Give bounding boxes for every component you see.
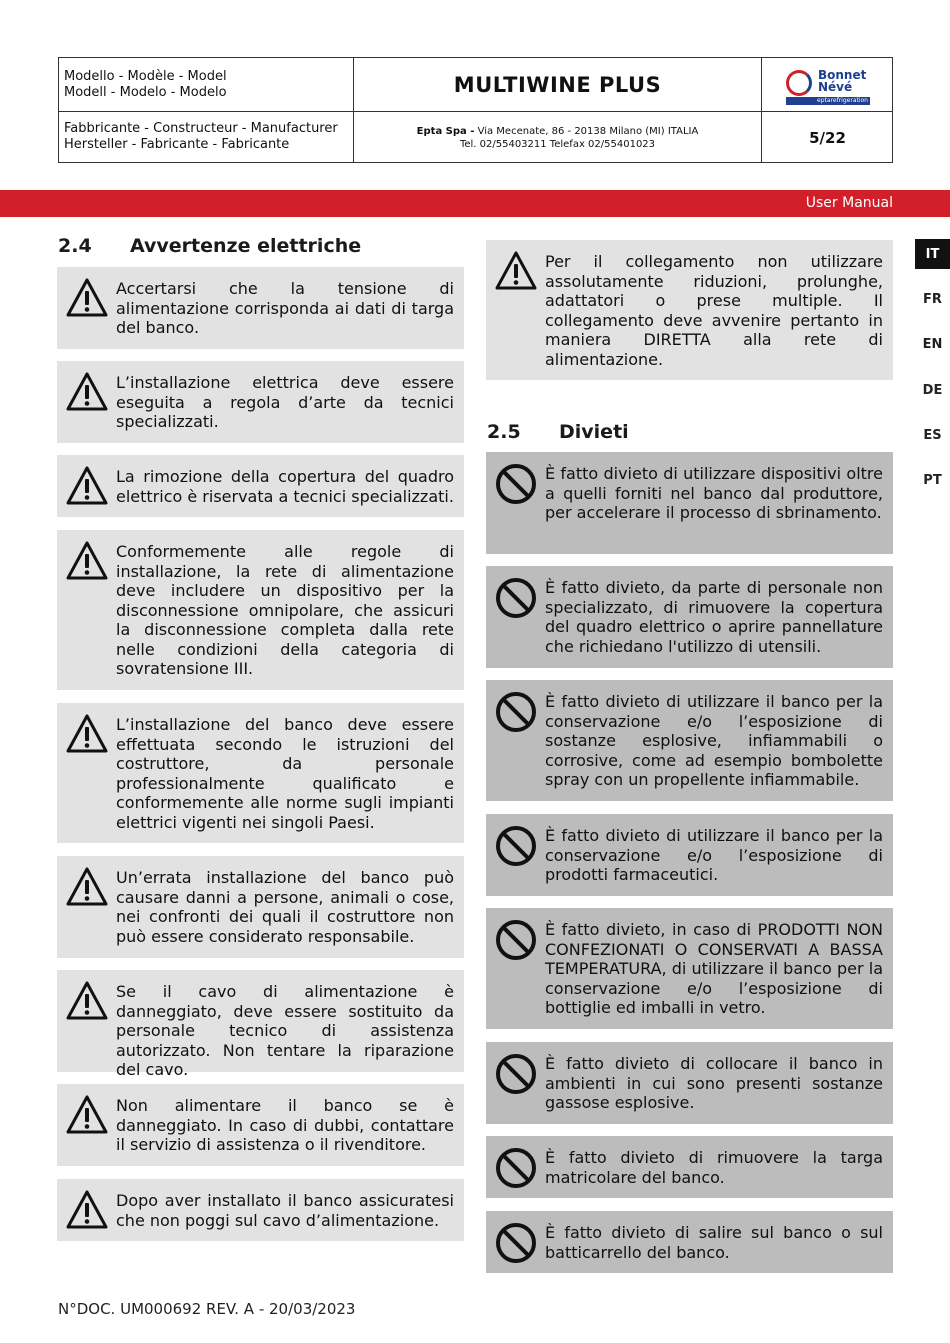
warning-triangle-icon [66,371,108,413]
warning-box: Non alimentare il banco se è danneggiato. In caso di dubbi, contattare il servizio di assistenza o il rivenditore. [57,1084,464,1166]
document-header [58,57,893,163]
page-number: 5/22 [809,128,846,147]
model-label: Modello - Modèle - Model Modell - Modelo - Modelo [59,58,354,112]
brand-logo: Bonnet Névé eptarefrigeration [762,58,893,112]
warning-box: Se il cavo di alimentazione è danneggiato, deve essere sostituito da personale tecnico di assistenza autorizzato. Non tentare la riparazione del cavo. [57,970,464,1072]
product-title: MULTIWINE PLUS [354,58,762,112]
lang-tab-es[interactable]: ES [923,427,942,443]
prohibition-box: È fatto divieto, in caso di PRODOTTI NON CONFEZIONATI O CONSERVATI A BASSA TEMPERATURA, di utilizzare il banco per la conservazione e/o l’esposizione di bottiglie ed imballi in vetro. [486,908,893,1029]
prohibition-box: È fatto divieto di collocare il banco in ambienti in cui sono presenti sostanze gassose esplosive. [486,1042,893,1124]
logo-ring-icon [786,70,812,96]
prohibition-icon [495,691,537,733]
band-label: User Manual [805,195,893,211]
warning-box: La rimozione della copertura del quadro elettrico è riservata a tecnici specializzati. [57,455,464,517]
lang-tab-de[interactable]: DE [922,382,943,398]
warning-box: Dopo aver installato il banco assicuratesi che non poggi sul cavo d’alimentazione. [57,1179,464,1241]
prohibition-icon [495,1222,537,1264]
prohibition-icon [495,1053,537,1095]
warning-box: L’installazione elettrica deve essere eseguita a regola d’arte da tecnici specializzati. [57,361,464,443]
warning-box: L’installazione del banco deve essere effettuata secondo le istruzioni del costruttore, da personale professionalmente qualificato e conformemente alle norme sugli impianti elettrici vigenti nei singoli Paesi. [57,703,464,843]
manufacturer-address: Epta Spa - Via Mecenate, 86 - 20138 Milano (MI) ITALIA Tel. 02/55403211 Telefax 02/55401023 [354,112,762,163]
prohibition-icon [495,577,537,619]
warning-box: Un’errata installazione del banco può causare danni a persone, animali o cose, nei confronti dei quali il costruttore non può essere considerato responsabile. [57,856,464,958]
warning-triangle-icon [495,250,537,292]
warning-triangle-icon [66,1189,108,1231]
warning-box: Accertarsi che la tensione di alimentazione corrisponda ai dati di targa del banco. [57,267,464,349]
warning-triangle-icon [66,713,108,755]
warning-triangle-icon [66,1094,108,1136]
warning-triangle-icon [66,540,108,582]
prohibition-icon [495,1147,537,1189]
lang-tab-fr[interactable]: FR [923,291,942,307]
prohibition-icon [495,463,537,505]
prohibition-box: È fatto divieto di salire sul banco o sul batticarrello del banco. [486,1211,893,1273]
section-title-2-5: 2.5 Divieti [487,421,629,443]
warning-triangle-icon [66,465,108,507]
manufacturer-label: Fabbricante - Constructeur - Manufacturer Hersteller - Fabricante - Fabricante [59,112,354,163]
warning-triangle-icon [66,980,108,1022]
warning-triangle-icon [66,866,108,908]
warning-box: Per il collegamento non utilizzare assolutamente riduzioni, prolunghe, adattatori o prese multiple. Il collegamento deve avvenire pertanto in maniera DIRETTA alla rete di alimentazione. [486,240,893,380]
section-title-2-4: 2.4 Avvertenze elettriche [58,235,362,257]
warning-triangle-icon [66,277,108,319]
prohibition-icon [495,825,537,867]
lang-tab-pt[interactable]: PT [923,472,942,488]
lang-tab-it[interactable]: IT [915,239,950,269]
prohibition-box: È fatto divieto di rimuovere la targa matricolare del banco. [486,1136,893,1198]
prohibition-box: È fatto divieto di utilizzare dispositivi oltre a quelli forniti nel banco dal produttore, per accelerare il processo di sbrinamento. [486,452,893,554]
lang-tab-en[interactable]: EN [922,336,943,352]
manual-band [0,190,950,217]
prohibition-box: È fatto divieto, da parte di personale non specializzato, di rimuovere la copertura del quadro elettrico o aprire pannellature che richiedano l'utilizzo di utensili. [486,566,893,668]
prohibition-box: È fatto divieto di utilizzare il banco per la conservazione e/o l’esposizione di sostanze esplosive, infiammabili o corrosive, come ad esempio bombolette spray con un propellente infiammabile. [486,680,893,801]
document-footer: N°DOC. UM000692 REV. A - 20/03/2023 [58,1300,356,1318]
prohibition-box: È fatto divieto di utilizzare il banco per la conservazione e/o l’esposizione di prodotti farmaceutici. [486,814,893,896]
prohibition-icon [495,919,537,961]
warning-box: Conformemente alle regole di installazione, la rete di alimentazione deve includere un dispositivo per la disconnessione omnipolare, che assicuri la disconnessione completa dalla rete nelle condizioni della categoria di sovratensione III. [57,530,464,690]
